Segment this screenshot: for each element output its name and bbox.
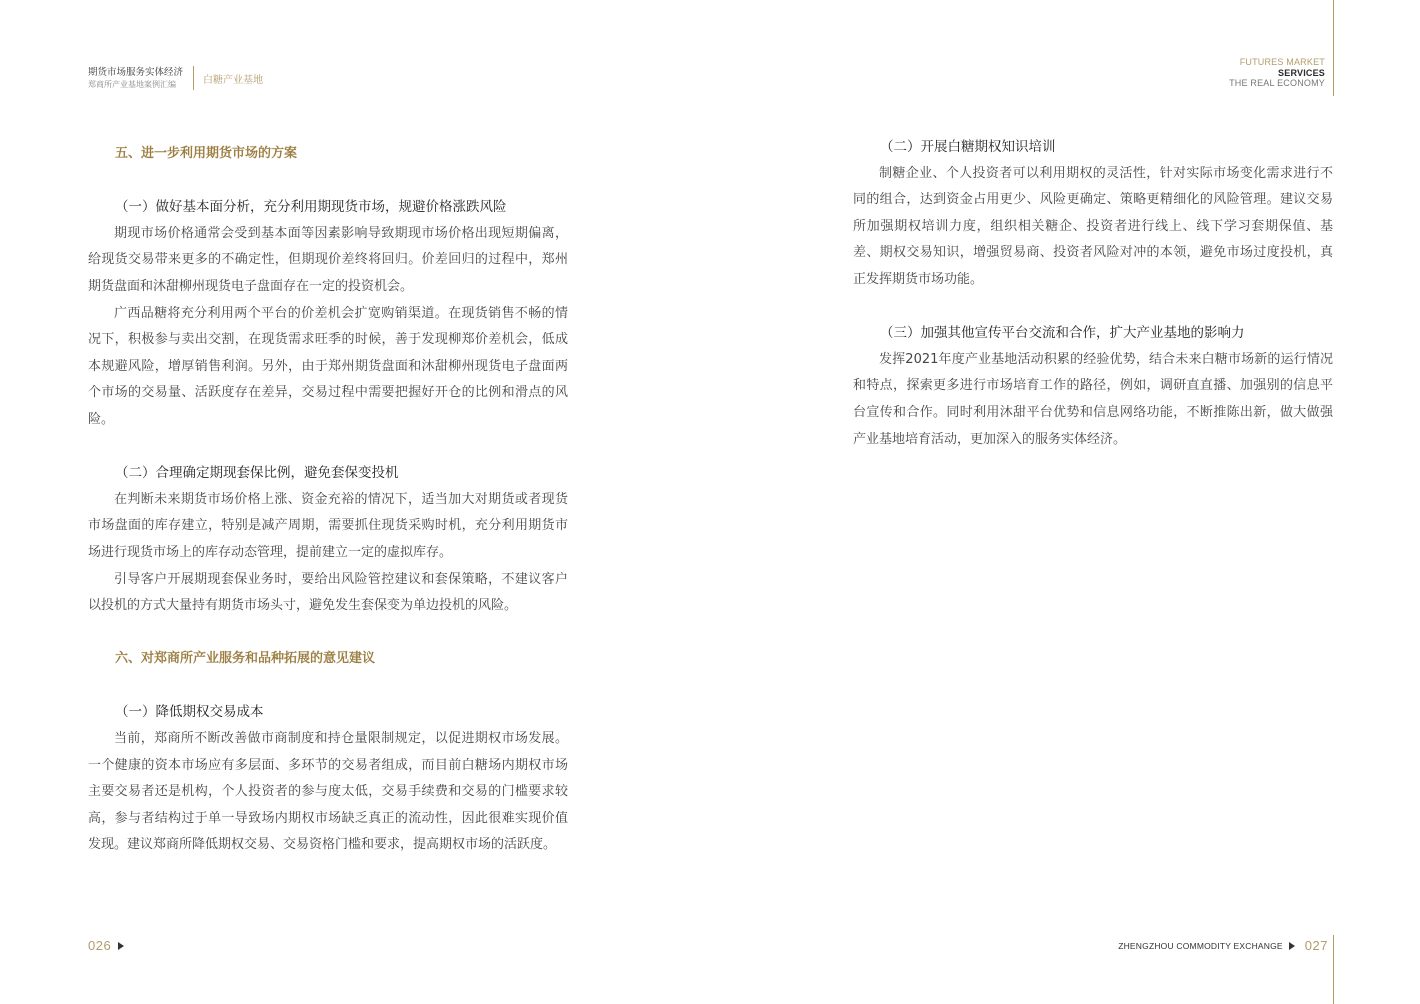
footer-right xyxy=(1118,938,1328,953)
section-6-3-title: （三）加强其他宣传平台交流和合作，扩大产业基地的影响力 xyxy=(880,325,1245,342)
header-titles xyxy=(88,66,183,90)
header-right-line3: THE REAL ECONOMY xyxy=(1229,78,1325,88)
section-5-1-para-2: 广西品糖将充分利用两个平台的价差机会扩宽购销渠道。在现货销售不畅的情况下，积极参与卖出交割，在现货需求旺季的时候，善于发现柳郑价差机会，低成本规避风险，增厚销售利润。另外，由于郑州期货盘面和沐甜柳州现货电子盘面两个市场的交易量、活跃度存在差异，交易过程中需要把握好开仓的比例和滑点的风险。 xyxy=(88,305,568,427)
exchange-name: ZHENGZHOU COMMODITY EXCHANGE xyxy=(1118,940,1283,951)
header-right-line2: SERVICES xyxy=(1278,67,1325,78)
section-5-title: 五、进一步利用期货市场的方案 xyxy=(115,146,298,161)
section-5-1-title: （一）做好基本面分析，充分利用期现货市场，规避价格涨跌风险 xyxy=(115,199,507,216)
right-edge-rule-bottom xyxy=(1333,935,1334,1004)
triangle-right-icon xyxy=(1289,942,1295,950)
book-subtitle: 郑商所产业基地案例汇编 xyxy=(88,79,176,89)
page-number-right: 027 xyxy=(1304,938,1328,953)
right-column xyxy=(853,134,1333,453)
section-6-3-para-1: 发挥2021年度产业基地活动积累的经验优势，结合未来白糖市场新的运行情况和特点，探索更多进行市场培育工作的路径，例如，调研直直播、加强别的信息平台宣传和合作。同时利用沐甜平台优势和信息网络功能，不断推陈出新，做大做强产业基地培育活动，更加深入的服务实体经济。 xyxy=(853,351,1333,447)
footer-left xyxy=(88,938,124,953)
right-edge-rule-top xyxy=(1333,0,1334,96)
section-6-title: 六、对郑商所产业服务和品种拓展的意见建议 xyxy=(115,651,376,667)
header-divider xyxy=(193,66,194,90)
section-6-2-title: （二）开展白糖期权知识培训 xyxy=(880,139,1056,155)
book-title: 期货市场服务实体经济 xyxy=(88,66,184,78)
header-left xyxy=(88,66,263,90)
page-number-left: 026 xyxy=(88,938,112,953)
section-5-2-para-2: 引导客户开展期现套保业务时，要给出风险管控建议和套保策略，不建议客户以投机的方式大量持有期货市场头寸，避免发生套保变为单边投机的风险。 xyxy=(88,571,568,614)
header-right xyxy=(1229,57,1325,89)
header-right-line1: FUTURES MARKET xyxy=(1239,57,1325,67)
chapter-category: 白糖产业基地 xyxy=(203,74,264,86)
triangle-right-icon xyxy=(118,942,124,950)
section-5-2-title: （二）合理确定期现套保比例，避免套保变投机 xyxy=(115,465,399,482)
section-6-2-para-1: 制糖企业、个人投资者可以利用期权的灵活性，针对实际市场变化需求进行不同的组合，达到资金占用更少、风险更确定、策略更精细化的风险管理。建议交易所加强期权培训力度，组织相关糖企、投资者进行线上、线下学习套期保值、基差、期权交易知识，增强贸易商、投资者风险对冲的本领，避免市场过度投机，真正发挥期货市场功能。 xyxy=(853,165,1333,287)
section-6-1-para-1: 当前，郑商所不断改善做市商制度和持仓量限制规定，以促进期权市场发展。一个健康的资本市场应有多层面、多环节的交易者组成，而目前白糖场内期权市场主要交易者还是机构，个人投资者的参与度太低，交易手续费和交易的门槛要求较高，参与者结构过于单一导致场内期权市场缺乏真正的流动性，因此很难实现价值发现。建议郑商所降低期权交易、交易资格门槛和要求，提高期权市场的活跃度。 xyxy=(88,731,568,853)
section-6-1-title: （一）降低期权交易成本 xyxy=(115,704,264,721)
section-5-2-para-1: 在判断未来期货市场价格上涨、资金充裕的情况下，适当加大对期货或者现货市场盘面的库存建立，特别是减产周期，需要抓住现货采购时机，充分利用期货市场进行现货市场上的库存动态管理，提前建立一定的虚拟库存。 xyxy=(88,491,568,560)
section-5-1-para-1: 期现市场价格通常会受到基本面等因素影响导致期现市场价格出现短期偏离，给现货交易带来更多的不确定性，但期现价差终将回归。价差回归的过程中，郑州期货盘面和沐甜柳州现货电子盘面存在一定的投资机会。 xyxy=(88,225,568,294)
left-column xyxy=(88,128,568,859)
